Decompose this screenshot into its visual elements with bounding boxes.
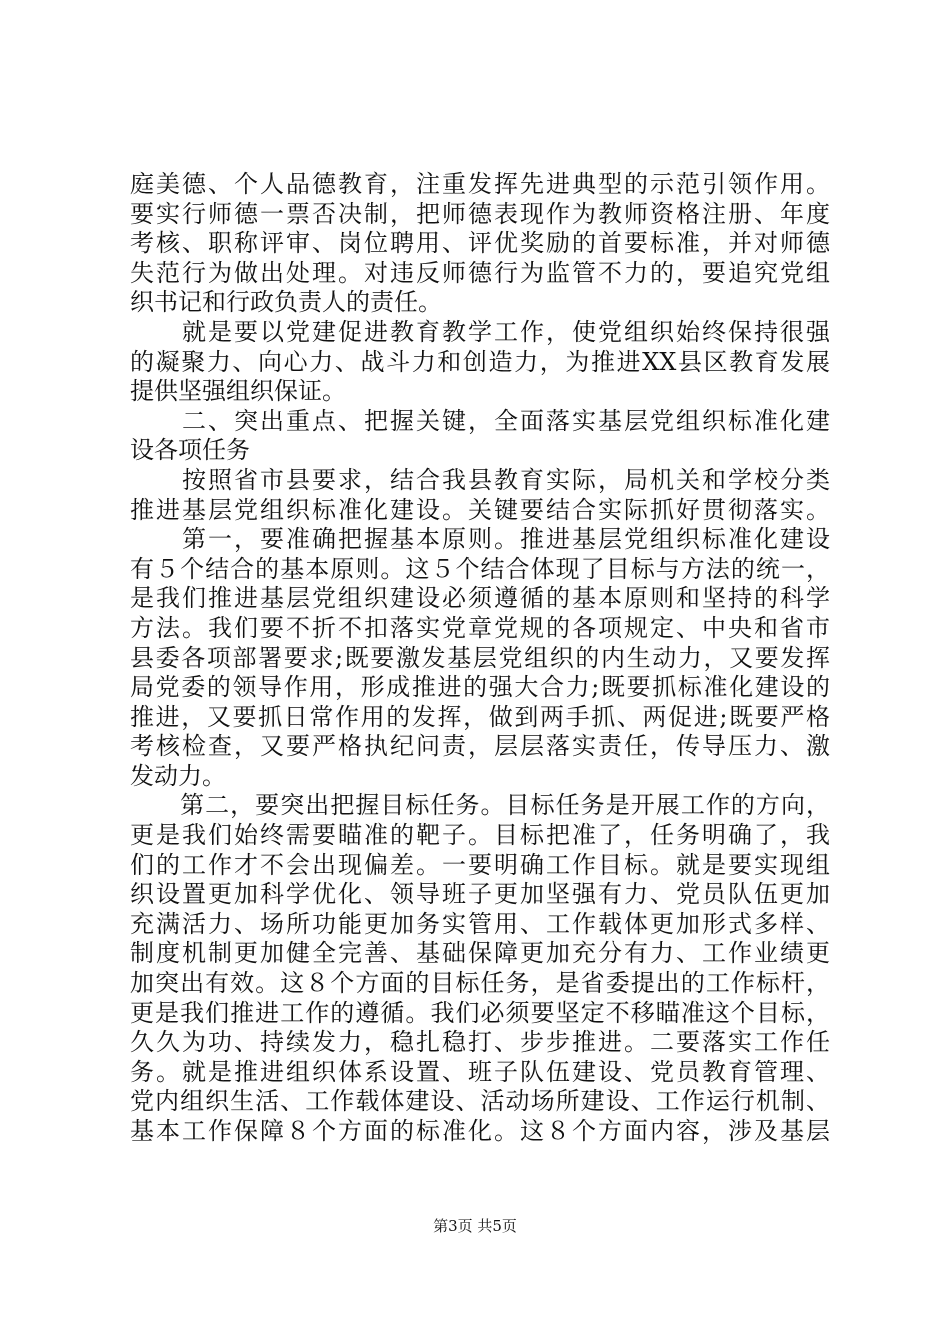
text-line: 推进基层党组织标准化建设。关键要结合实际抓好贯彻落实。 bbox=[130, 495, 830, 524]
page-footer bbox=[0, 1216, 950, 1236]
text-line: 县委各项部署要求;既要激发基层党组织的内生动力，又要发挥 bbox=[130, 643, 830, 672]
text-line: 考核检查，又要严格执纪问责，层层落实责任，传导压力、激 bbox=[130, 732, 830, 761]
text-line: 局党委的领导作用，形成推进的强大合力;既要抓标准化建设的 bbox=[130, 673, 830, 702]
document-body bbox=[130, 170, 830, 1147]
text-line: 们的工作才不会出现偏差。一要明确工作目标。就是要实现组 bbox=[130, 850, 830, 879]
text-line: 庭美德、个人品德教育，注重发挥先进典型的示范引领作用。 bbox=[130, 170, 830, 198]
page-number: 第3页 共5页 bbox=[433, 1217, 517, 1235]
text-line: 二、突出重点、把握关键，全面落实基层党组织标准化建 bbox=[130, 406, 830, 435]
text-line: 久久为功、持续发力，稳扎稳打、步步推进。二要落实工作任 bbox=[130, 1028, 830, 1057]
text-line: 失范行为做出处理。对违反师德行为监管不力的，要追究党组 bbox=[130, 258, 830, 287]
text-line: 推进，又要抓日常作用的发挥，做到两手抓、两促进;既要严格 bbox=[130, 702, 830, 731]
text-line: 考核、职称评审、岗位聘用、评优奖励的首要标准，并对师德 bbox=[130, 229, 830, 258]
text-line: 第一，要准确把握基本原则。推进基层党组织标准化建设 bbox=[130, 525, 830, 554]
text-line: 充满活力、场所功能更加务实管用、工作载体更加形式多样、 bbox=[130, 909, 830, 938]
text-line: 党内组织生活、工作载体建设、活动场所建设、工作运行机制、 bbox=[130, 1087, 830, 1116]
text-line: 织书记和行政负责人的责任。 bbox=[130, 288, 442, 317]
text-line: 基本工作保障８个方面的标准化。这８个方面内容，涉及基层 bbox=[130, 1117, 830, 1145]
text-line: 织设置更加科学优化、领导班子更加坚强有力、党员队伍更加 bbox=[130, 880, 830, 909]
text-line: 就是要以党建促进教育教学工作，使党组织始终保持很强 bbox=[130, 317, 830, 346]
text-line: 更是我们始终需要瞄准的靶子。目标把准了，任务明确了，我 bbox=[130, 821, 830, 850]
text-line: 更是我们推进工作的遵循。我们必须要坚定不移瞄准这个目标， bbox=[130, 998, 830, 1027]
text-line: 制度机制更加健全完善、基础保障更加充分有力、工作业绩更 bbox=[130, 939, 830, 968]
text-line: 设各项任务 bbox=[130, 436, 250, 465]
text-line: 第二，要突出把握目标任务。目标任务是开展工作的方向， bbox=[130, 791, 830, 820]
text-line: 提供坚强组织保证。 bbox=[130, 377, 346, 406]
text-line: 方法。我们要不折不扣落实党章党规的各项规定、中央和省市 bbox=[130, 613, 830, 642]
text-line: 是我们推进基层党组织建设必须遵循的基本原则和坚持的科学 bbox=[130, 584, 830, 613]
text-line: 要实行师德一票否决制，把师德表现作为教师资格注册、年度 bbox=[130, 199, 830, 228]
text-line: 发动力。 bbox=[130, 761, 226, 790]
text-line: 有５个结合的基本原则。这５个结合体现了目标与方法的统一， bbox=[130, 554, 830, 583]
text-line: 加突出有效。这８个方面的目标任务，是省委提出的工作标杆， bbox=[130, 969, 830, 998]
text-line: 按照省市县要求，结合我县教育实际，局机关和学校分类 bbox=[130, 465, 830, 494]
text-line: 务。就是推进组织体系设置、班子队伍建设、党员教育管理、 bbox=[130, 1057, 830, 1086]
text-line: 的凝聚力、向心力、战斗力和创造力，为推进XX县区教育发展 bbox=[130, 347, 830, 376]
